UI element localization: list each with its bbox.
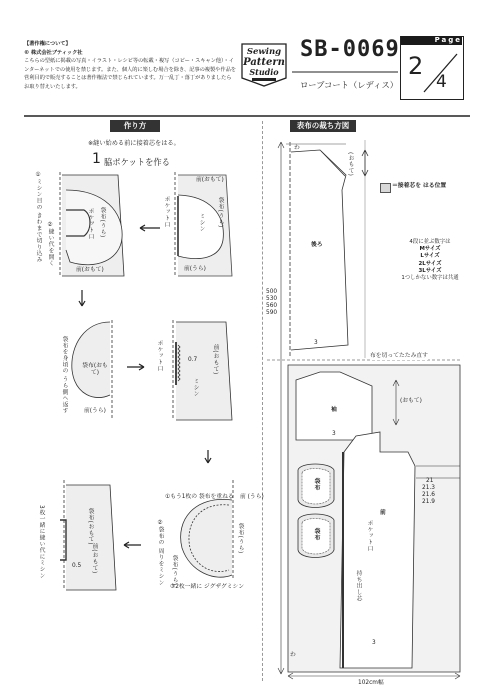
label-pocket-cloth-ura-3: 袋布(うら) [237, 523, 243, 554]
fabric-upper [286, 140, 368, 358]
label-front-omote-2: 前(おもて) [76, 267, 104, 273]
label-mishin-1: ミシン [198, 213, 204, 232]
label-mishin-2: ミシン [192, 378, 198, 397]
three-label-1: 3 [314, 340, 318, 346]
omote-label-bottom: (おもて) [400, 398, 422, 404]
label-pocket-mouth-3: ポケット口 [156, 340, 162, 372]
label-step-d: ②袋布の 周りをミシン [157, 520, 163, 586]
page-current: 2 [408, 52, 424, 80]
copyright-company: © 株式会社ブティック社 [24, 49, 83, 56]
label-dim-05: 0.5 [72, 563, 82, 569]
label-dim-07: 0.7 [188, 357, 198, 363]
label-step-f: 3枚一緒に縫い代にミシン [38, 505, 44, 579]
copyright-title: 【著作権について】 [24, 41, 71, 47]
piece-sleeve: 袖 [331, 407, 337, 413]
size-3l: 3Lサイズ [418, 267, 442, 274]
page-total: 4 [436, 72, 447, 92]
size-2l: 2Lサイズ [418, 260, 442, 267]
size-m: Mサイズ [419, 246, 441, 253]
label-front-ura-2: 前(うら) [84, 408, 106, 414]
piece-front: 前 [380, 510, 386, 516]
width-3l: 21.9 [422, 499, 435, 505]
step-title: 脇ポケットを作る [104, 157, 170, 167]
label-fold-note: 袋布を身頃の うら側へ返す [61, 336, 67, 414]
wa-label-top: わ [294, 145, 300, 151]
size-legend-footer: 1つしかない数字は共通 [401, 275, 459, 282]
how-to-make-header: 作り方 [110, 120, 160, 132]
label-pocket-cloth-omote: 袋布(おもて) [82, 363, 108, 376]
label-front-ura-1: 前(うら) [184, 266, 206, 272]
omote-label-top: (おもて) [347, 152, 353, 177]
label-pocket-cloth-ura-2: 袋布(うら) [99, 207, 105, 238]
fabric-length-dimension [278, 142, 284, 674]
label-front-omote: 前(おもて) [196, 177, 224, 183]
label-pocket-cloth-ura-4: 袋布(うら) [171, 555, 177, 586]
label-front-ura-b: 前 (うら) [240, 494, 264, 500]
height-l: 530 [266, 296, 278, 302]
label-step-e: ③2枚一緒に ジグザグミシン [170, 584, 245, 590]
logo-line3: Studio [249, 67, 279, 77]
piece-pocket-1: 袋布 [313, 478, 319, 491]
width-m: 21 [426, 478, 434, 484]
fabric-width: 102cm幅 [358, 680, 384, 686]
sleeve-piece [296, 372, 372, 440]
label-step-c: ①もう1枚の 袋布を重ねる [165, 494, 234, 500]
interfacing-legend-text: ＝接着芯を はる位置 [392, 183, 447, 189]
front-pocket-mouth: ポケット口 [366, 520, 372, 552]
front-piece [340, 432, 415, 668]
piece-back: 後ろ [311, 242, 323, 248]
fold-note: 布を切ってたたみ直す [370, 353, 428, 359]
logo-line2: Pattern [243, 57, 285, 68]
label-front-omote-3: 前(おもて) [212, 344, 218, 375]
label-step-b: ②縫い代を開く [47, 222, 53, 267]
label-pocket-cloth-omote-2: 袋布(おもて) [87, 508, 93, 546]
label-pocket-mouth-2: ポケット口 [87, 208, 93, 240]
size-legend-note: 4段に並ぶ数字は [409, 239, 451, 245]
size-l: Lサイズ [420, 253, 440, 260]
copyright-body: こちらの型紙に掲載の写真・イラスト・レシピ等の転載・複写（コピー・スキャン他）・インターネットでの使用を禁じます。また、個人的に楽しむ場合を除き、記事の複製や作品を営利目的で販売することは著作権法で禁じられています。万一乱丁・落丁がありましたらお取り替えいたします。 [24, 58, 236, 90]
label-front-omote-4: 前(おもて) [91, 543, 97, 574]
interfacing-note: ※縫い始める前に接着芯をはる。 [88, 140, 180, 147]
width-l: 21.3 [422, 485, 435, 491]
width-2l: 21.6 [422, 492, 435, 498]
logo-line1: Sewing [246, 47, 282, 57]
cutting-layout-header: 表布の裁ち方図 [290, 120, 356, 132]
label-pocket-cloth-ura: 袋布(うら) [217, 197, 223, 228]
page-label: Page [401, 36, 462, 45]
height-2l: 560 [266, 303, 278, 309]
step-number: 1 [92, 151, 101, 167]
three-label-3: 3 [372, 640, 376, 646]
height-3l: 590 [266, 310, 278, 316]
pattern-code: SB-0069 [300, 37, 400, 62]
piece-pocket-2: 袋布 [313, 528, 319, 541]
height-m: 500 [266, 289, 278, 295]
label-pocket-mouth-1: ポケット口 [163, 196, 169, 228]
pattern-title: ローブコート（レディス） [300, 80, 399, 90]
label-step-a: ①ミシン目の きわまで切り込み [35, 172, 41, 263]
wa-label-bottom: わ [290, 652, 296, 658]
piece-facing: 持ち出し芯 [355, 570, 361, 602]
three-label-2: 3 [332, 431, 336, 437]
